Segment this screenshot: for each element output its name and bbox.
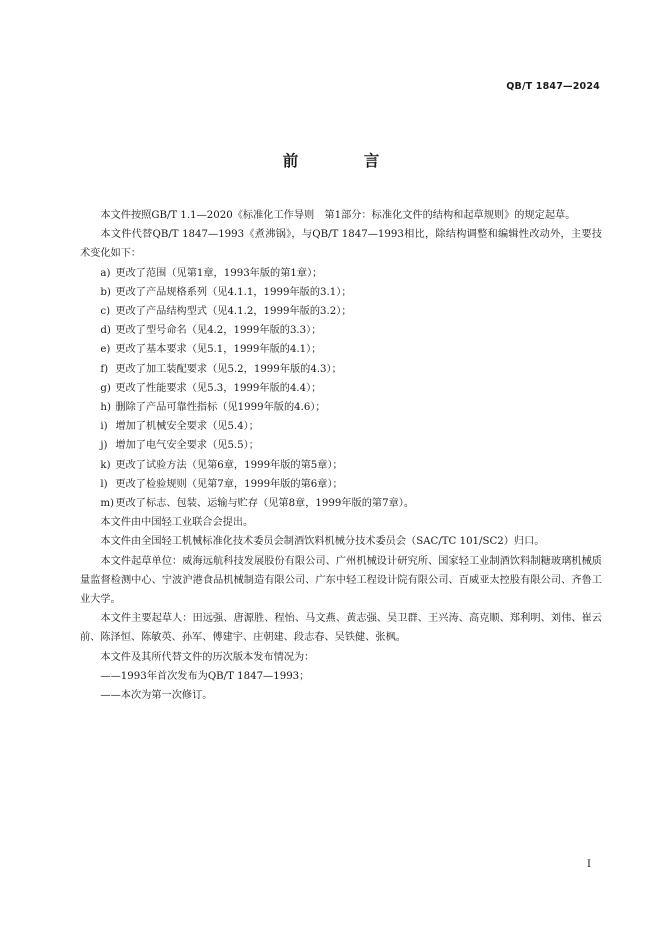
list-item-text: 更改了标志、包装、运输与贮存（见第8章，1999年版的第7章）。 [115, 498, 415, 510]
list-item [80, 475, 602, 494]
list-item-text: 删除了产品可靠性指标（见1999年版的4.6）； [115, 402, 326, 414]
list-marker: d) [100, 325, 111, 337]
list-marker: g) [100, 382, 111, 394]
list-item: ——1993年首次发布为QB/T 1847—1993； [100, 670, 310, 682]
list-marker: m) [100, 498, 115, 510]
list-item-text: 更改了基本要求（见5.1，1999年版的4.1）； [115, 344, 322, 356]
committee-paragraph: 本文件由全国轻工机械标准化技术委员会制酒饮料机械分技术委员会（SAC/TC 101/SC2）归口。 [100, 536, 545, 548]
list-marker: b) [100, 286, 111, 298]
technical-changes-list [80, 264, 602, 514]
list-marker: l) [100, 478, 108, 490]
page-number: I [587, 859, 591, 870]
list-item [80, 283, 602, 302]
list-item-text: 更改了型号命名（见4.2，1999年版的3.3）； [115, 325, 322, 337]
standard-code: QB/T 1847—2024 [506, 81, 600, 92]
list-marker: h) [100, 402, 111, 414]
list-item-text: 更改了产品结构型式（见4.1.2，1999年版的3.2）； [115, 306, 352, 318]
page-title: 前 言 [282, 152, 410, 170]
list-item [80, 494, 602, 513]
list-marker: e) [100, 344, 111, 356]
list-item [80, 379, 602, 398]
list-item [80, 398, 602, 417]
list-item [80, 436, 602, 455]
list-item-text: 更改了产品规格系列（见4.1.1，1999年版的3.1）； [115, 286, 352, 298]
list-item [80, 360, 602, 379]
list-item [80, 264, 602, 283]
list-marker: f) [100, 363, 109, 375]
list-item: ——本次为第一次修订。 [100, 690, 213, 702]
list-marker: j) [100, 440, 108, 452]
intro-drafting-rule: 本文件按照GB/T 1.1—2020《标准化工作导则 第1部分：标准化文件的结构和起草规则》的规定起草。 [100, 210, 576, 221]
drafting-units-paragraph: 本文件起草单位：威海远航科技发展股份有限公司、广州机械设计研究所、国家轻工业制酒饮料制糖玻璃机械质量监督检测中心、宁波沪港食品机械制造有限公司、广东中轻工程设计院有限公司、百威亚太控股有限公司、齐鲁工业大学。 [80, 555, 602, 606]
list-item-text: 更改了性能要求（见5.3，1999年版的4.4）； [115, 382, 322, 394]
list-item [80, 417, 602, 436]
proposer-paragraph: 本文件由中国轻工业联合会提出。 [100, 517, 254, 529]
list-item-text: 更改了试验方法（见第6章，1999年版的第5章）； [115, 459, 343, 471]
list-item [80, 321, 602, 340]
list-item-text: 增加了机械安全要求（见5.4）； [115, 421, 259, 433]
list-marker: c) [100, 306, 111, 318]
history-intro-paragraph: 本文件及其所代替文件的历次版本发布情况为： [100, 651, 315, 663]
list-marker: i) [100, 421, 108, 433]
intro-replacement: 本文件代替QB/T 1847—1993《煮沸锅》，与QB/T 1847—1993相比，除结构调整和编辑性改动外，主要技术变化如下： [80, 229, 602, 260]
list-item-text: 更改了范围（见第1章，1993年版的第1章）； [115, 267, 323, 279]
list-item-text: 增加了电气安全要求（见5.5）； [115, 440, 259, 452]
list-item [80, 340, 602, 359]
list-item-text: 更改了加工装配要求（见5.2，1999年版的4.3）； [115, 363, 342, 375]
list-item [80, 456, 602, 475]
drafters-paragraph: 本文件主要起草人：田远强、唐源胜、程怡、马文燕、黄志强、吴卫群、王兴涛、高克顺、郑利明、刘伟、崔云前、陈泽恒、陈敏英、孙军、傅建宇、庄朝建、段志春、吴铁健、张枫。 [80, 613, 602, 644]
list-marker: k) [100, 459, 111, 471]
list-item [80, 302, 602, 321]
list-marker: a) [100, 267, 111, 279]
version-history-list [80, 667, 602, 705]
list-item-text: 更改了检验规则（见第7章，1999年版的第6章）； [115, 478, 343, 490]
foreword-body [80, 206, 602, 705]
